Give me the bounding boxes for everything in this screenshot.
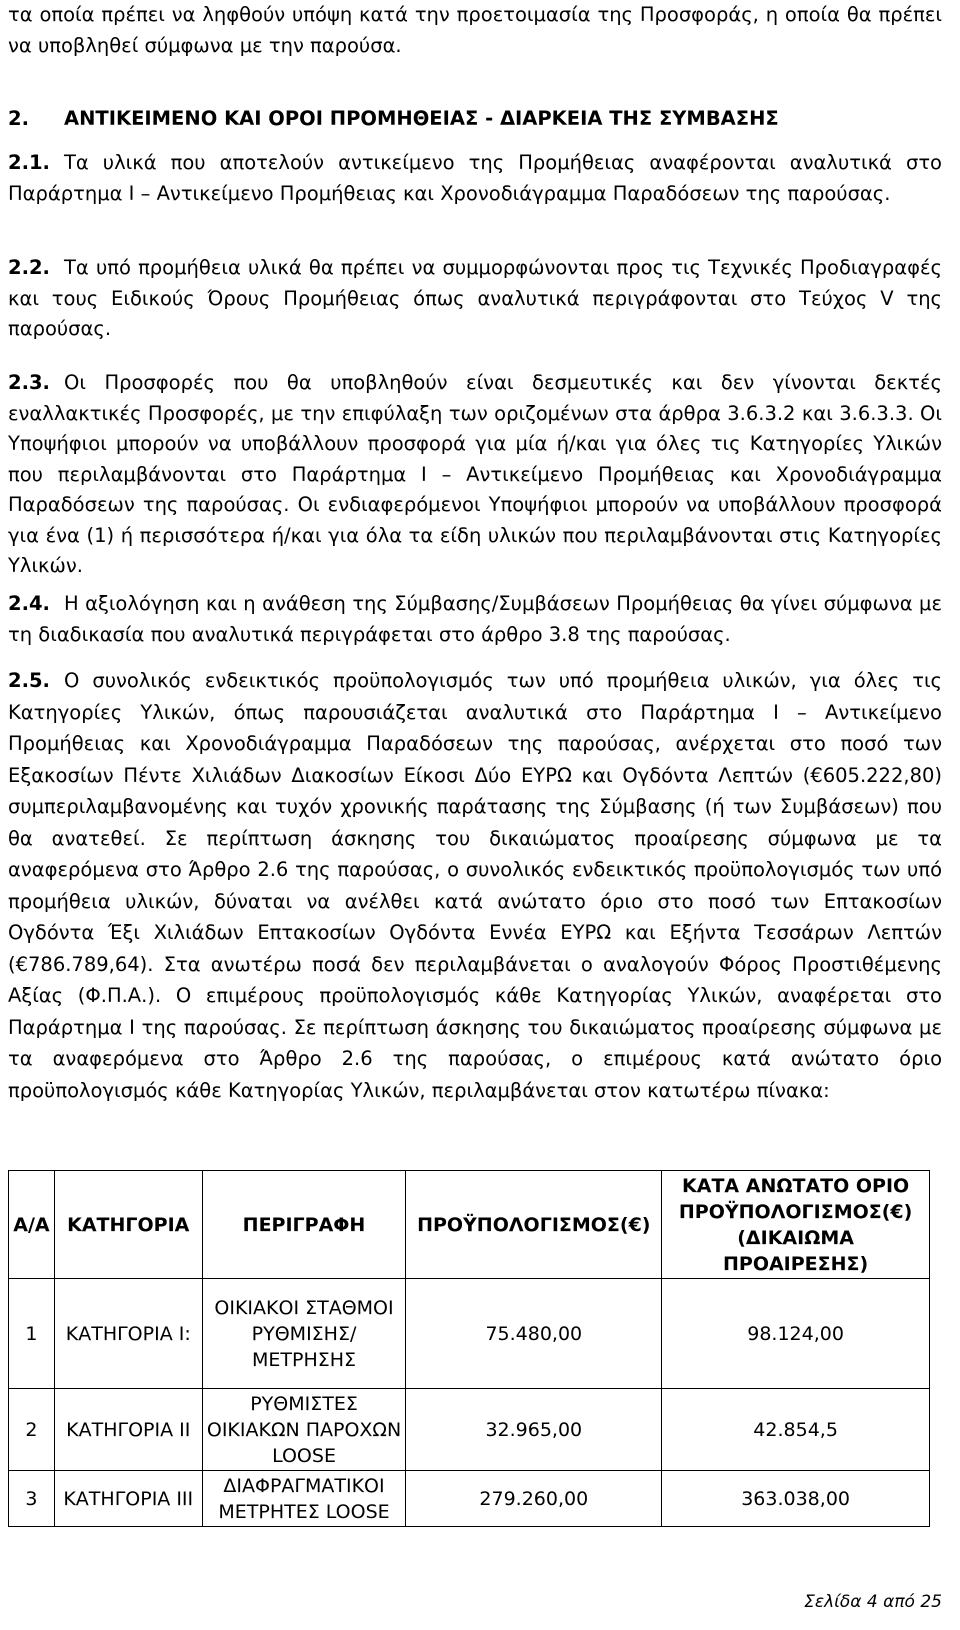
clause-2-3 [8, 368, 942, 582]
cell-category: ΚΑΤΗΓΟΡΙΑ Ι: [54, 1279, 202, 1389]
cell-category: ΚΑΤΗΓΟΡΙΑ ΙΙΙ [54, 1471, 202, 1527]
cell-aa: 1 [9, 1279, 55, 1389]
cell-aa: 3 [9, 1471, 55, 1527]
clause-2-4 [8, 589, 942, 650]
header-aa: Α/Α [9, 1171, 55, 1279]
cell-max-budget: 98.124,00 [662, 1279, 930, 1389]
section-number: 2. [8, 107, 29, 130]
table-row [9, 1279, 930, 1389]
clause-number: 2.5. [8, 669, 50, 692]
clause-text: Τα υπό προμήθεια υλικά θα πρέπει να συμμορφώνονται προς τις Τεχνικές Προδιαγραφές και τους Ειδικούς Όρους Προμήθειας όπως αναλυτικά περιγράφονται στο Τεύχος V της παρούσας. [8, 256, 942, 340]
clause-text: Η αξιολόγηση και η ανάθεση της Σύμβασης/Συμβάσεων Προμήθειας θα γίνει σύμφωνα με τη διαδικασία που αναλυτικά περιγράφεται στο άρθρο 3.8 της παρούσας. [8, 592, 942, 646]
clause-text: Ο συνολικός ενδεικτικός προϋπολογισμός των υπό προμήθεια υλικών, για όλες τις Κατηγορίες Υλικών, όπως παρουσιάζεται αναλυτικά στο Παράρτημα Ι – Αντικείμενο Προμήθειας και Χρονοδιάγραμμα Παραδόσεων της παρούσας, ανέρχεται στο ποσό των Εξακοσίων Πέντε Χιλιάδων Διακοσίων Είκοσι Δύο ΕΥΡΩ και Ογδόντα Λεπτών (€605.222,80) συμπεριλαμβανομένης και τυχόν χρονικής παράτασης της Σύμβασης (ή των Συμβάσεων) που θα ανατεθεί. Σε περίπτωση άσκησης του δικαιώματος προαίρεσης σύμφωνα με τα αναφερόμενα στο Άρθρο 2.6 της παρούσας, ο συνολικός ενδεικτικός προϋπολογισμός των υπό προμήθεια υλικών, δύναται να ανέλθει κατά ανώτατο όριο στο ποσό των Επτακοσίων Ογδόντα Έξι Χιλιάδων Επτακοσίων Ογδόντα Εννέα ΕΥΡΩ και Εξήντα Τεσσάρων Λεπτών (€786.789,64). Στα ανωτέρω ποσά δεν περιλαμβάνεται ο αναλογούν Φόρος Προστιθέμενης Αξίας (Φ.Π.Α.). Ο επιμέρους προϋπολογισμός κάθε Κατηγορίας Υλικών, αναφέρεται στο Παράρτημα Ι της παρούσας. Σε περίπτωση άσκησης του δικαιώματος προαίρεσης σύμφωνα με τα αναφερόμενα στο Άρθρο 2.6 της παρούσας, ο επιμέρους κατά ανώτατο όριο προϋπολογισμός κάθε Κατηγορίας Υλικών, περιλαμβάνεται στον κατωτέρω πίνακα: [8, 669, 942, 1102]
header-budget: ΠΡΟΫΠΟΛΟΓΙΣΜΟΣ(€) [406, 1171, 662, 1279]
section-title: ΑΝΤΙΚΕΙΜΕΝΟ ΚΑΙ ΟΡΟΙ ΠΡΟΜΗΘΕΙΑΣ - ΔΙΑΡΚΕΙΑ ΤΗΣ ΣΥΜΒΑΣΗΣ [64, 107, 779, 130]
clause-2-1 [8, 148, 942, 209]
table-header-row [9, 1171, 930, 1279]
cell-description: ΟΙΚΙΑΚΟΙ ΣΤΑΘΜΟΙ ΡΥΘΜΙΣΗΣ/ ΜΕΤΡΗΣΗΣ [202, 1279, 406, 1389]
header-description: ΠΕΡΙΓΡΑΦΗ [202, 1171, 406, 1279]
cell-budget: 32.965,00 [406, 1389, 662, 1471]
cell-description: ΔΙΑΦΡΑΓΜΑΤΙΚΟΙ ΜΕΤΡΗΤΕΣ LOOSE [202, 1471, 406, 1527]
cell-budget: 279.260,00 [406, 1471, 662, 1527]
cell-max-budget: 42.854,5 [662, 1389, 930, 1471]
clause-number: 2.4. [8, 592, 50, 615]
clause-2-5 [8, 665, 942, 1106]
header-max-budget: ΚΑΤΑ ΑΝΩΤΑΤΟ ΟΡΙΟ ΠΡΟΫΠΟΛΟΓΙΣΜΟΣ(€) (ΔΙΚΑΙΩΜΑ ΠΡΟΑΙΡΕΣΗΣ) [662, 1171, 930, 1279]
cell-aa: 2 [9, 1389, 55, 1471]
cell-max-budget: 363.038,00 [662, 1471, 930, 1527]
clause-text: Τα υλικά που αποτελούν αντικείμενο της Προμήθειας αναφέρονται αναλυτικά στο Παράρτημα Ι – Αντικείμενο Προμήθειας και Χρονοδιάγραμμα Παραδόσεων της παρούσας. [8, 151, 942, 205]
table-row [9, 1471, 930, 1527]
page-number-footer: Σελίδα 4 από 25 [804, 1592, 942, 1612]
cell-budget: 75.480,00 [406, 1279, 662, 1389]
clause-number: 2.1. [8, 151, 50, 174]
clause-text: Οι Προσφορές που θα υποβληθούν είναι δεσμευτικές και δεν γίνονται δεκτές εναλλακτικές Προσφορές, με την επιφύλαξη των οριζομένων στα άρθρα 3.6.3.2 και 3.6.3.3. Οι Υποψήφιοι μπορούν να υποβάλλουν προσφορά για μία ή/και για όλες τις Κατηγορίες Υλικών που περιλαμβάνονται στο Παράρτημα Ι – Αντικείμενο Προμήθειας και Χρονοδιάγραμμα Παραδόσεων της παρούσας. Οι ενδιαφερόμενοι Υποψήφιοι μπορούν να υποβάλλουν προσφορά για ένα (1) ή περισσότερα ή/και για όλα τα είδη υλικών που περιλαμβάνονται στις Κατηγορίες Υλικών. [8, 371, 942, 577]
intro-paragraph: τα οποία πρέπει να ληφθούν υπόψη κατά την προετοιμασία της Προσφοράς, η οποία θα πρέπει να υποβληθεί σύμφωνα με την παρούσα. [8, 3, 942, 57]
clause-2-2 [8, 253, 942, 345]
table-row [9, 1389, 930, 1471]
clause-number: 2.2. [8, 256, 50, 279]
header-category: ΚΑΤΗΓΟΡΙΑ [54, 1171, 202, 1279]
cell-category: ΚΑΤΗΓΟΡΙΑ ΙΙ [54, 1389, 202, 1471]
section-heading [8, 104, 779, 134]
cell-description: ΡΥΘΜΙΣΤΕΣ ΟΙΚΙΑΚΩΝ ΠΑΡΟΧΩΝ LOOSE [202, 1389, 406, 1471]
clause-number: 2.3. [8, 371, 50, 394]
budget-table [8, 1170, 930, 1527]
